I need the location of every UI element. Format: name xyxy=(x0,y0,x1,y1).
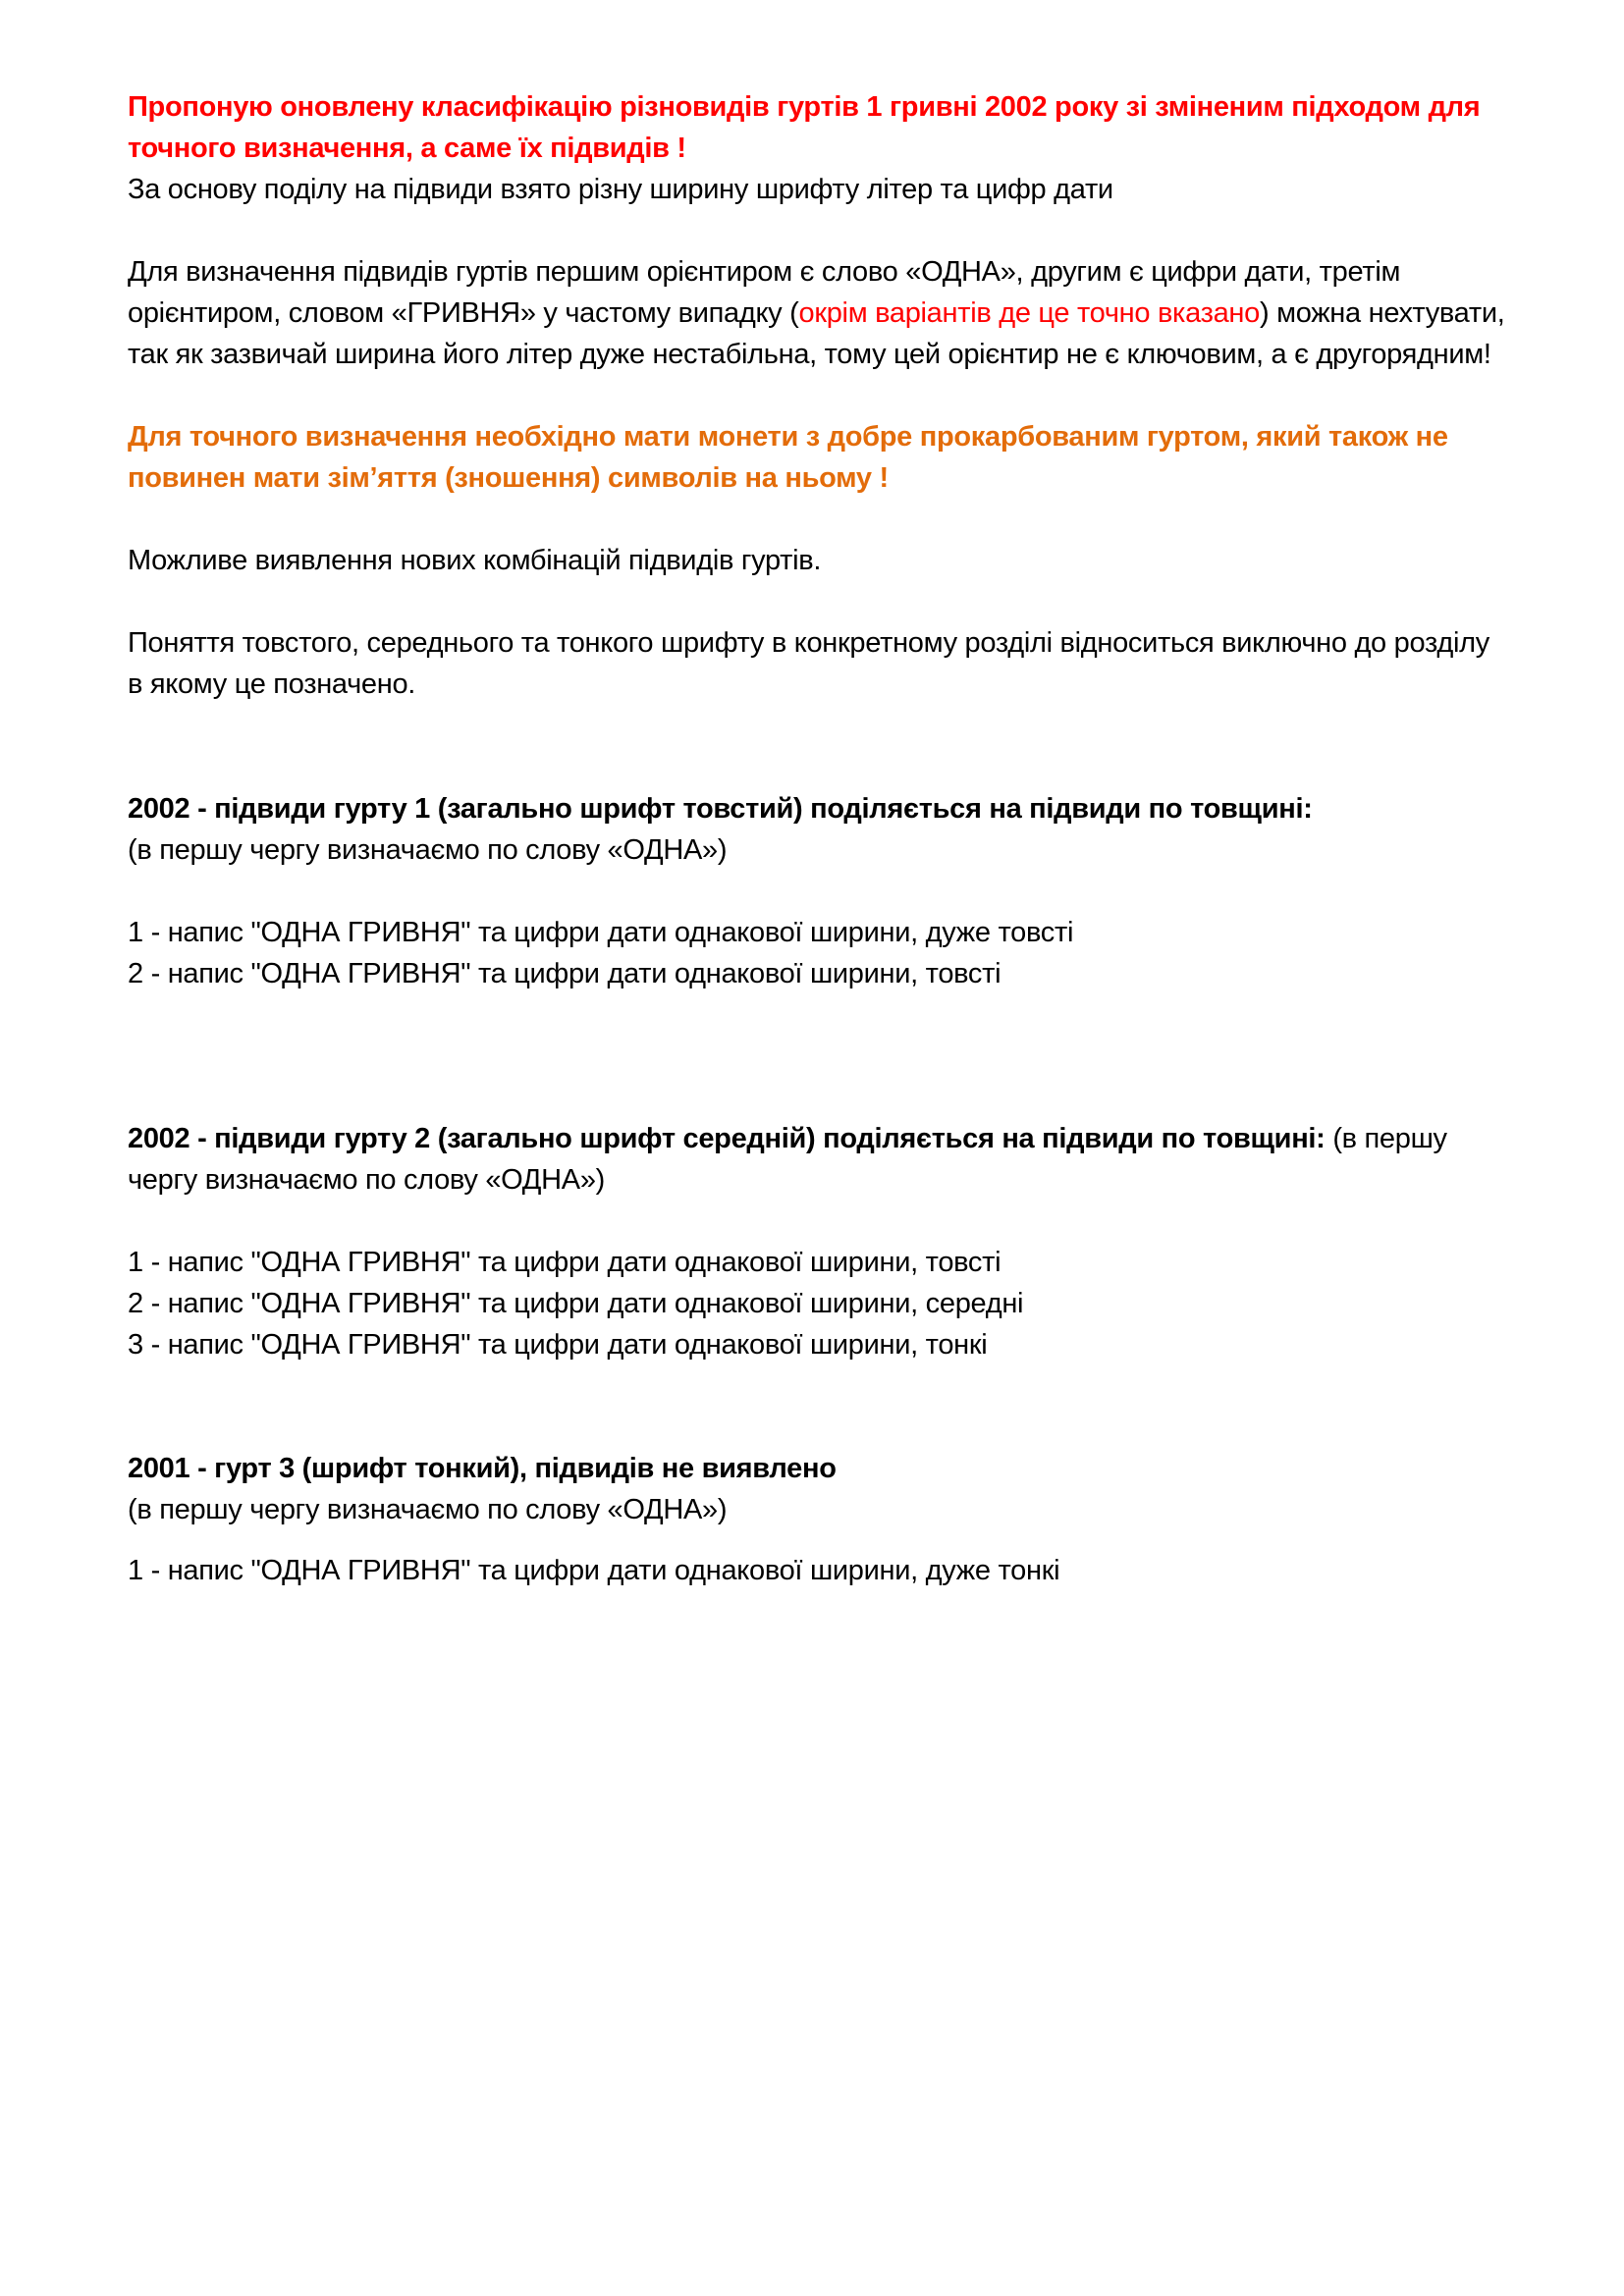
section-gurt-2 xyxy=(128,1118,1507,1365)
section-1-subheading: (в першу чергу визначаємо по слову «ОДНА») xyxy=(128,833,728,866)
spacer xyxy=(128,706,1507,788)
section-3-subheading: (в першу чергу визначаємо по слову «ОДНА») xyxy=(128,1493,728,1525)
spacer xyxy=(128,375,1507,416)
document-content xyxy=(128,86,1507,1591)
section-2-heading: 2002 - підвиди гурту 2 (загально шрифт середній) поділяється на підвиди по товщині: xyxy=(128,1122,1326,1154)
list-item: 1 - напис "ОДНА ГРИВНЯ" та цифри дати однакової ширини, дуже товсті xyxy=(128,916,1074,948)
guidance-highlight: окрім варіантів де це точно вказано xyxy=(798,297,1260,330)
section-1-heading: 2002 - підвиди гурту 1 (загально шрифт товстий) поділяється на підвиди по товщині: xyxy=(128,792,1313,825)
main-title: Пропоную оновлену класифікацію різновидів гуртів 1 гривні 2002 року зі зміненим підходом для точного визначення, а саме їх підвидів ! xyxy=(128,91,1481,165)
section-1-list xyxy=(128,912,1507,994)
guidance-text-2: ) можна нехтувати, так як зазвичай ширина його літер дуже нестабільна, тому цей орієнтир не є ключовим, а є другорядним! xyxy=(128,297,1505,371)
guidance-text-1: Для визначення підвидів гуртів першим орієнтиром є слово «ОДНА», другим є цифри дати, третім орієнтиром, словом «ГРИВНЯ» у частому випадку ( xyxy=(128,256,1401,330)
list-item: 2 - напис "ОДНА ГРИВНЯ" та цифри дати однакової ширини, середні xyxy=(128,1287,1024,1319)
spacer xyxy=(128,1530,1507,1550)
section-3-heading: 2001 - гурт 3 (шрифт тонкий), підвидів не виявлено xyxy=(128,1452,837,1484)
section-gurt-3 xyxy=(128,1448,1507,1591)
list-item: 1 - напис "ОДНА ГРИВНЯ" та цифри дати однакової ширини, товсті xyxy=(128,1246,1001,1278)
spacer xyxy=(128,994,1507,1118)
note-combinations: Можливе виявлення нових комбінацій підвидів гуртів. xyxy=(128,545,822,577)
spacer xyxy=(128,499,1507,540)
section-2-subheading: (в першу чергу визначаємо по слову «ОДНА») xyxy=(128,1122,1447,1196)
spacer xyxy=(128,1365,1507,1448)
spacer xyxy=(128,871,1507,912)
note-terms: Поняття товстого, середнього та тонкого шрифту в конкретному розділі відноситься виключно до розділу в якому це позначено. xyxy=(128,627,1489,701)
basis-line: За основу поділу на підвиди взято різну ширину шрифту літер та цифр дати xyxy=(128,174,1113,206)
list-item: 1 - напис "ОДНА ГРИВНЯ" та цифри дати однакової ширини, дуже тонкі xyxy=(128,1555,1060,1587)
list-item: 2 - напис "ОДНА ГРИВНЯ" та цифри дати однакової ширини, товсті xyxy=(128,957,1001,989)
guidance-paragraph xyxy=(128,251,1507,375)
section-2-heading-line xyxy=(128,1118,1507,1201)
spacer xyxy=(128,581,1507,622)
list-item: 3 - напис "ОДНА ГРИВНЯ" та цифри дати однакової ширини, тонкі xyxy=(128,1328,988,1361)
warning-paragraph: Для точного визначення необхідно мати монети з добре прокарбованим гуртом, який також не повинен мати зім’яття (зношення) символів на ньому ! xyxy=(128,421,1448,495)
section-2-list xyxy=(128,1242,1507,1365)
section-gurt-1 xyxy=(128,788,1507,994)
spacer xyxy=(128,1201,1507,1242)
spacer xyxy=(128,210,1507,251)
section-3-list xyxy=(128,1550,1507,1591)
